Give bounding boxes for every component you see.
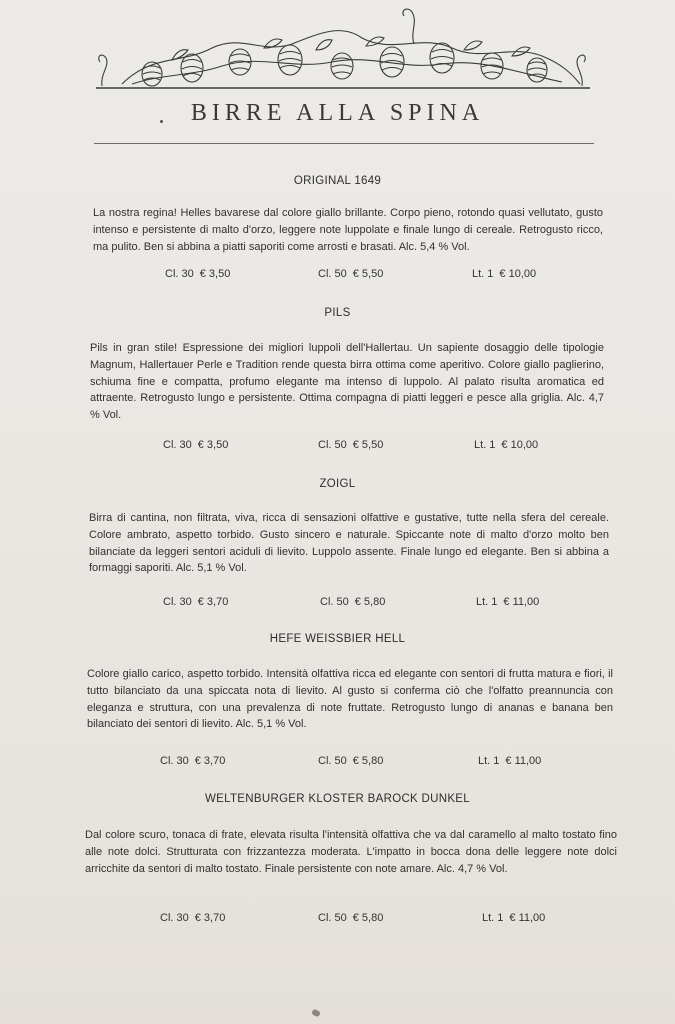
- price-unit: Cl. 50: [318, 912, 347, 924]
- price-unit: Lt. 1: [476, 596, 498, 608]
- price-unit: Cl. 30: [163, 439, 192, 451]
- price-cl30: [160, 755, 225, 767]
- beer-description-pils: Pils in gran stile! Espressione dei migliori luppoli dell'Hallertau. Un sapiente dosaggio delle tipologie Magnum, Hallertauer Perle e Tradition rende questa birra ottima come aperitivo. Colore giallo paglierino, schiuma fine e compatta, profumo elegante ma intenso di luppolo. Al palato risulta aromatica ed attraente. Retrogusto lungo e persistente. Ottima compagna di piatti leggeri e pesce alla griglia. Alc. 4,7 % Vol.: [90, 342, 604, 422]
- beer-description-weltenburger-kloster-barock-dunkel: Dal colore scuro, tonaca di frate, elevata risulta l'intensità olfattiva che va dal caramello al malto tostato fino alle note dolci. Strutturata con frizzantezza moderata. L'impatto in bocca dona delle leggere note dolci arricchite da sentori di malto tostato. Finale persistente con note amare. Alc. 4,7 % Vol.: [85, 829, 617, 875]
- price-value: € 10,00: [501, 439, 539, 451]
- price-cl50: [318, 268, 383, 280]
- price-row-original-1649: [0, 268, 675, 284]
- beer-name-hefe-weissbier-hell: HEFE WEISSBIER HELL: [269, 633, 406, 645]
- price-unit: Cl. 30: [163, 596, 192, 608]
- price-lt1: [478, 755, 541, 767]
- price-cl30: [163, 596, 228, 608]
- beer-name-weltenburger-kloster-barock-dunkel: WELTENBURGER KLOSTER BAROCK DUNKEL: [205, 793, 470, 805]
- price-value: € 11,00: [505, 755, 542, 767]
- price-value: € 5,80: [352, 912, 384, 924]
- price-value: € 5,80: [352, 755, 384, 767]
- price-value: € 5,80: [354, 596, 386, 608]
- price-lt1: [472, 268, 536, 280]
- price-value: € 3,70: [194, 912, 226, 924]
- price-lt1: [476, 596, 539, 608]
- price-unit: Cl. 50: [318, 439, 347, 451]
- price-value: € 11,00: [503, 596, 540, 608]
- price-value: € 11,00: [509, 912, 546, 924]
- price-cl50: [318, 439, 383, 451]
- price-unit: Cl. 50: [318, 755, 347, 767]
- price-value: € 5,50: [352, 268, 384, 280]
- price-cl50: [318, 755, 383, 767]
- page-title: BIRRE ALLA SPINA: [190, 100, 485, 126]
- paper-smudge: [311, 1008, 321, 1017]
- price-unit: Lt. 1: [472, 268, 494, 280]
- price-unit: Cl. 30: [160, 912, 189, 924]
- beer-description-hefe-weissbier-hell: Colore giallo carico, aspetto torbido. Intensità olfattiva ricca ed elegante con sentori di frutta matura e fiori, il tutto bilanciato da una spiccata nota di lievito. Al gusto si conferma ciò che l'olfatto preannuncia con eleganza e struttura, con una prevalenza di note fruttate. Retrogusto lungo di ananas e banana ben bilanciato dei sentori di lievito. Alc. 5,1 % Vol.: [87, 668, 613, 731]
- beer-name-zoigl: ZOIGL: [319, 478, 356, 490]
- beer-name-pils: PILS: [324, 307, 351, 319]
- price-lt1: [474, 439, 538, 451]
- price-cl30: [160, 912, 225, 924]
- price-value: € 3,50: [197, 439, 229, 451]
- price-value: € 3,70: [194, 755, 226, 767]
- hops-ornament-icon: [92, 4, 592, 94]
- price-unit: Cl. 30: [165, 268, 194, 280]
- price-value: € 5,50: [352, 439, 384, 451]
- price-cl50: [318, 912, 383, 924]
- price-row-zoigl: [0, 596, 675, 612]
- price-value: € 10,00: [499, 268, 537, 280]
- price-cl50: [320, 596, 385, 608]
- price-row-hefe-weissbier-hell: [0, 755, 675, 771]
- price-row-pils: [0, 439, 675, 455]
- price-cl30: [163, 439, 228, 451]
- beer-name-original-1649: ORIGINAL 1649: [293, 175, 382, 187]
- price-unit: Cl. 50: [318, 268, 347, 280]
- price-unit: Cl. 50: [320, 596, 349, 608]
- beer-description-zoigl: Birra di cantina, non filtrata, viva, ricca di sensazioni olfattive e gustative, tutte nella sfera del cereale. Colore ambrato, aspetto torbido. Gusto sincero e naturale. Spiccante note di malto d'orzo molto ben bilanciate da leggeri sentori aciduli di lievito. Luppolo assente. Finale lungo ed elegante. Ben si abbina a formaggi saporiti. Alc. 5,1 % Vol.: [89, 512, 609, 575]
- title-dot-ornament: [160, 120, 163, 123]
- price-cl30: [165, 268, 230, 280]
- price-unit: Cl. 30: [160, 755, 189, 767]
- price-lt1: [482, 912, 545, 924]
- price-unit: Lt. 1: [478, 755, 500, 767]
- title-divider: [94, 143, 594, 144]
- price-value: € 3,50: [199, 268, 231, 280]
- price-unit: Lt. 1: [482, 912, 504, 924]
- beer-description-original-1649: La nostra regina! Helles bavarese dal colore giallo brillante. Corpo pieno, rotondo quasi vellutato, gusto intenso e persistente di malto d'orzo, leggere note luppolate e finale lungo di cereale. Retrogusto ricco, ma pulito. Ben si abbina a piatti saporiti come arrosti e brasati. Alc. 5,4 % Vol.: [93, 207, 603, 253]
- price-row-weltenburger-kloster-barock-dunkel: [0, 912, 675, 928]
- price-unit: Lt. 1: [474, 439, 496, 451]
- price-value: € 3,70: [197, 596, 229, 608]
